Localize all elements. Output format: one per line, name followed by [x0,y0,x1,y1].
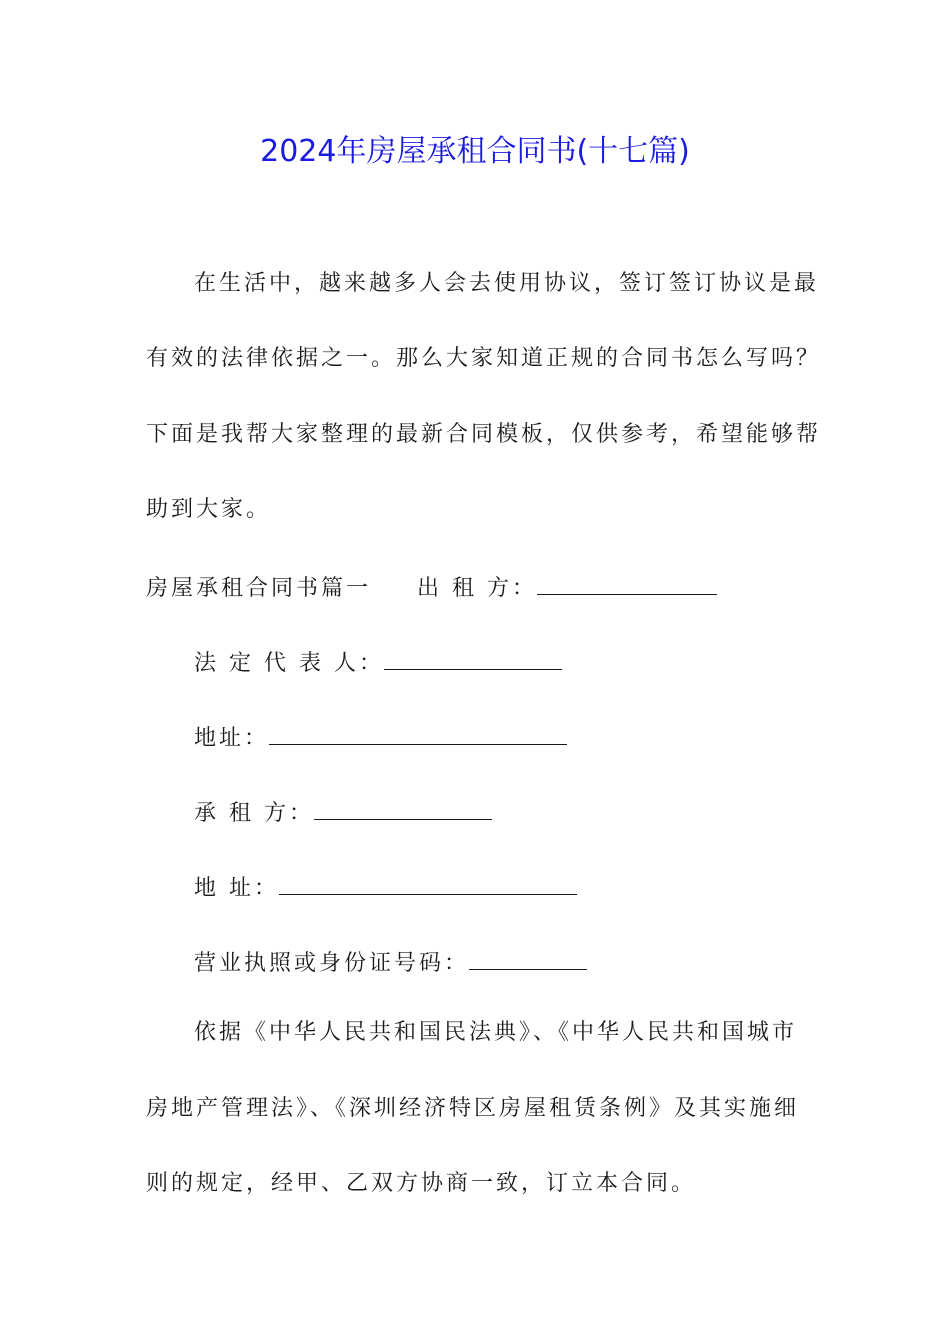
lessee-row [194,795,492,830]
address2-label: 地 址： [194,876,279,901]
id-label: 营业执照或身份证号码： [194,951,470,976]
intro-line-3: 下面是我帮大家整理的最新合同模板，仅供参考，希望能够帮 [146,422,822,447]
id-blank[interactable] [469,945,587,970]
section-heading: 房屋承租合同书篇一 [146,576,372,601]
address-blank[interactable] [269,720,567,745]
address2-row [194,870,577,905]
basis-line-2: 房地产管理法》、《深圳经济特区房屋租赁条例》及其实施细 [146,1096,800,1121]
lessor-label: 出 租 方： [417,576,538,601]
legal-rep-label: 法 定 代 表 人： [194,651,384,676]
lessee-label: 承 租 方： [194,801,314,826]
id-row [194,945,587,980]
intro-line-2: 有效的法律依据之一。那么大家知道正规的合同书怎么写吗？ [146,346,822,371]
address-row [194,720,567,755]
legal-rep-blank[interactable] [384,645,562,670]
legal-rep-row [194,645,562,680]
intro-line-4: 助到大家。 [146,497,272,522]
lessor-blank[interactable] [537,570,717,595]
address-label: 地址： [194,726,270,751]
basis-line-3: 则的规定，经甲、乙双方协商一致，订立本合同。 [146,1171,697,1196]
address2-blank[interactable] [279,870,577,895]
lessee-blank[interactable] [314,795,492,820]
document-title: 2024年房屋承租合同书(十七篇) [260,134,690,169]
basis-line-1: 依据《中华人民共和国民法典》、《中华人民共和国城市 [194,1020,798,1045]
lessor-row [146,570,717,605]
intro-line-1: 在生活中，越来越多人会去使用协议，签订签订协议是最 [194,271,820,296]
